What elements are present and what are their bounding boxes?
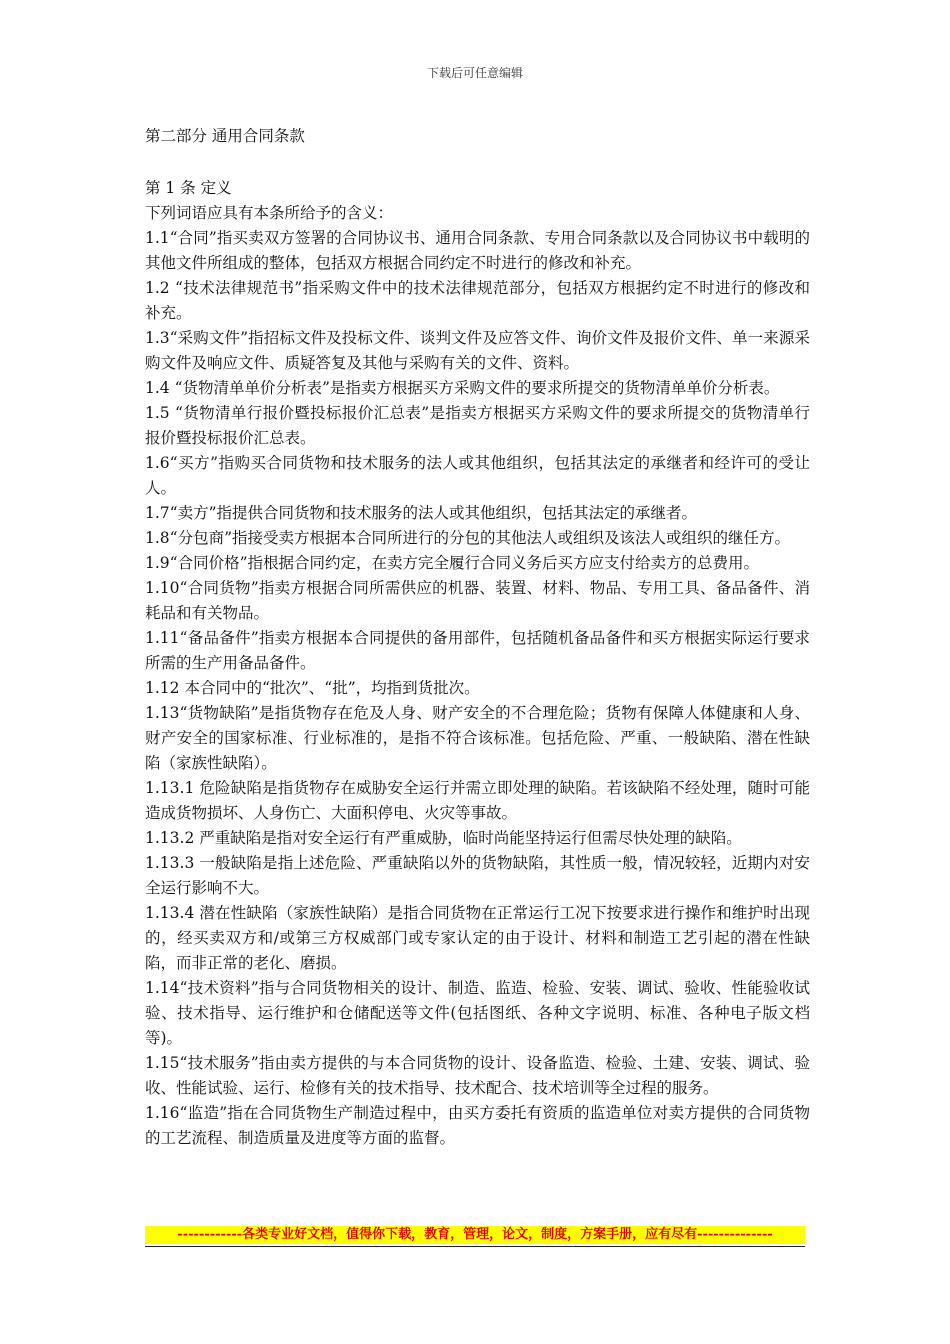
- paragraph: 1.6“买方”指购买合同货物和技术服务的法人或其他组织，包括其法定的承继者和经许可的受让人。: [145, 454, 810, 497]
- paragraph: 1.11“备品备件”指卖方根据本合同提供的备用部件，包括随机备品备件和买方根据实际运行要求所需的生产用备品备件。: [145, 629, 810, 672]
- paragraph: 1.7“卖方”指提供合同货物和技术服务的法人或其他组织，包括其法定的承继者。: [145, 504, 698, 522]
- section-title: 第二部分 通用合同条款: [145, 127, 305, 145]
- paragraph: 第 1 条 定义: [145, 179, 232, 197]
- paragraph: 1.13.2 严重缺陷是指对安全运行有严重威胁，临时尚能坚持运行但需尽快处理的缺陷。: [145, 829, 742, 847]
- footer-divider: [145, 1246, 805, 1247]
- paragraph: 1.13.4 潜在性缺陷（家族性缺陷）是指合同货物在正常运行工况下按要求进行操作和维护时出现的，经买卖双方和/或第三方权威部门或专家认定的由于设计、材料和制造工艺引起的潜在性缺陷，而非正常的老化、磨损。: [145, 904, 810, 972]
- paragraph: 1.10“合同货物”指卖方根据合同所需供应的机器、装置、材料、物品、专用工具、备品备件、消耗品和有关物品。: [145, 579, 810, 622]
- paragraph: 1.13“货物缺陷”是指货物存在危及人身、财产安全的不合理危险；货物有保障人体健康和人身、财产安全的国家标准、行业标准的，是指不符合该标准。包括危险、严重、一般缺陷、潜在性缺陷（家族性缺陷）。: [145, 704, 810, 772]
- page-header: 下载后可任意编辑: [426, 66, 523, 80]
- paragraph: 1.4 “货物清单单价分析表”是指卖方根据买方采购文件的要求所提交的货物清单单价分析表。: [145, 379, 780, 397]
- paragraph: 1.15“技术服务”指由卖方提供的与本合同货物的设计、设备监造、检验、土建、安装、调试、验收、性能试验、运行、检修有关的技术指导、技术配合、技术培训等全过程的服务。: [145, 1054, 810, 1097]
- paragraph: 1.1“合同”指买卖双方签署的合同协议书、通用合同条款、专用合同条款以及合同协议书中载明的其他文件所组成的整体，包括双方根据合同约定不时进行的修改和补充。: [145, 229, 810, 272]
- paragraph: 1.9“合同价格”指根据合同约定，在卖方完全履行合同义务后买方应支付给卖方的总费用。: [145, 554, 760, 572]
- paragraph: 1.13.3 一般缺陷是指上述危险、严重缺陷以外的货物缺陷，其性质一般，情况较轻，近期内对安全运行影响不大。: [145, 854, 810, 897]
- paragraph: 1.14“技术资料”指与合同货物相关的设计、制造、监造、检验、安装、调试、验收、性能验收试验、技术指导、运行维护和仓储配送等文件(包括图纸、各种文字说明、标准、各种电子版文档等)。: [145, 979, 810, 1047]
- paragraph: 下列词语应具有本条所给予的含义：: [145, 204, 394, 222]
- paragraph: 1.8“分包商”指接受卖方根据本合同所进行的分包的其他法人或组织及该法人或组织的继任方。: [145, 529, 791, 547]
- paragraph: 1.5 “货物清单行报价暨投标报价汇总表”是指卖方根据买方采购文件的要求所提交的货物清单行报价暨投标报价汇总表。: [145, 404, 810, 447]
- footer-banner: ------------各类专业好文档，值得你下载，教育，管理，论文，制度，方案手册，应有尽有--------------: [145, 1226, 805, 1244]
- paragraph: 1.12 本合同中的“批次”、“批”，均指到货批次。: [145, 679, 480, 697]
- paragraph: 1.16“监造”指在合同货物生产制造过程中，由买方委托有资质的监造单位对卖方提供的合同货物的工艺流程、制造质量及进度等方面的监督。: [145, 1104, 810, 1147]
- paragraph: 1.3“采购文件”指招标文件及投标文件、谈判文件及应答文件、询价文件及报价文件、单一来源采购文件及响应文件、质疑答复及其他与采购有关的文件、资料。: [145, 329, 810, 372]
- document-body: [145, 176, 810, 1151]
- paragraph: 1.2 “技术法律规范书”指采购文件中的技术法律规范部分，包括双方根据约定不时进行的修改和补充。: [145, 279, 810, 322]
- paragraph: 1.13.1 危险缺陷是指货物存在威胁安全运行并需立即处理的缺陷。若该缺陷不经处理，随时可能造成货物损坏、人身伤亡、大面积停电、火灾等事故。: [145, 779, 810, 822]
